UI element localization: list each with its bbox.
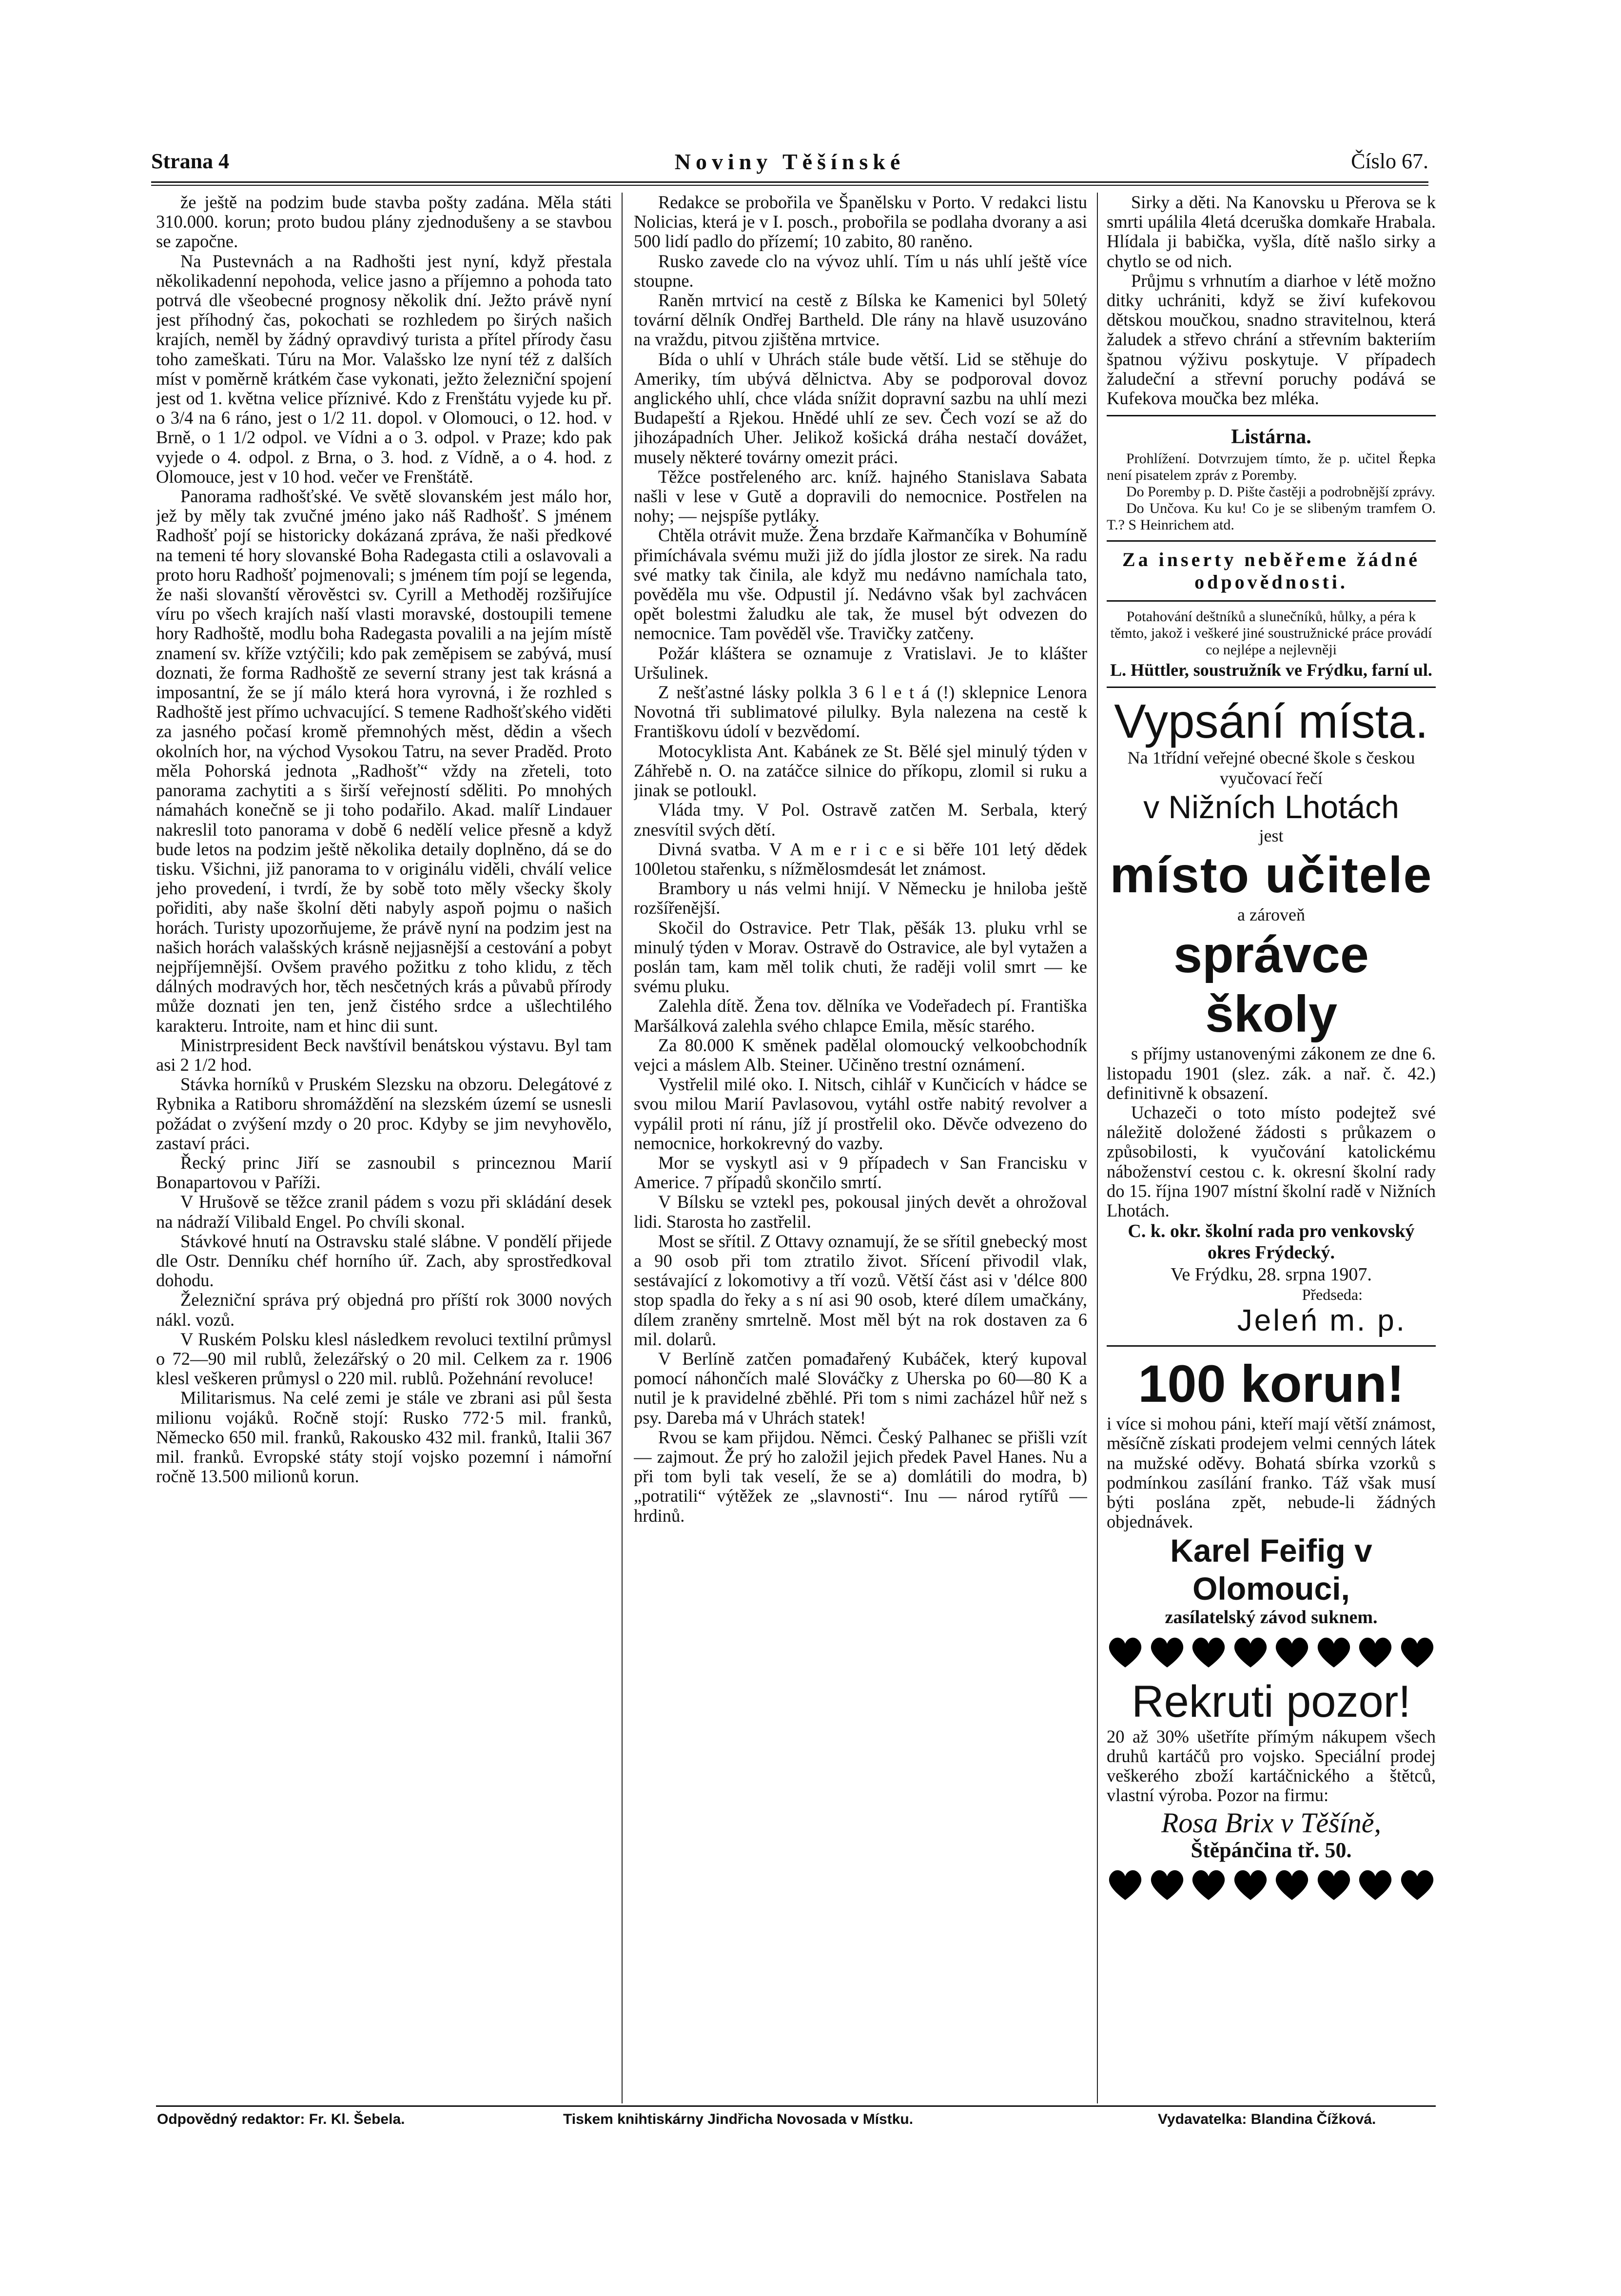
feifig-sub: zasílatelský závod suknem.	[1165, 1607, 1378, 1628]
listarna-items	[1107, 451, 1436, 533]
vypsani-place: v Nižních Lhotách	[1143, 789, 1399, 825]
heart-icon	[1149, 1866, 1186, 1903]
divider	[1107, 415, 1436, 416]
listarna-item: Do Unčova. Ku ku! Co je se slibeným tramfem O. T.? S Heinrichem atd.	[1107, 500, 1436, 533]
vypsani-job: místo učitele	[1110, 847, 1433, 904]
notices	[1107, 193, 1436, 408]
feifig-name: Karel Feifig v Olomouci,	[1170, 1532, 1372, 1607]
article: Skočil do Ostravice. Petr Tlak, pěšák 13. pluku vrhl se minulý týden v Morav. Ostravě do Ostravice, ale byl vytažen a poslán tam, kam měl tolik chuti, že raději volil smrt — ke svému pluku.	[634, 917, 1087, 997]
article: Chtěla otrávit muže. Žena brzdaře Kařmančíka v Bohumíně přimíchávala svému muži již do jídla jlostor ze sirek. Na radu své matky tak činila, ale když mu nedávno namíchala tato, pověděla mu vše. Odpustil jí. Nedávno však byl zachvácen opět bolestmi žaludku ale tak, že musel být odvezen do nemocnice. Tam pověděl vše. Travičky zatčeny.	[634, 525, 1087, 644]
column-divider	[1097, 193, 1098, 2103]
vypsani-org: C. k. okr. školní rada pro venkovský okres Frýdecký.	[1128, 1221, 1415, 1263]
heart-icon	[1232, 1866, 1269, 1903]
hutt-ad-name: L. Hüttler, soustružník ve Frýdku, farní ul.	[1110, 660, 1432, 680]
article: Stávka horníků v Pruském Slezsku na obzoru. Delegátové z Rybnika a Ratiboru shromáždění na slezském území se usnesli požádat o zvýšení mzdy o 20 proc. Kdyby se jim nevyhovělo, zastaví práci.	[156, 1074, 612, 1153]
article: Motocyklista Ant. Kabánek ze St. Bělé sjel minulý týden v Záhřebě n. O. na zatáčce silnice do příkopu, zlomil si ruku a jinak se potloukl.	[634, 741, 1087, 801]
article: Rusko zavede clo na vývoz uhlí. Tím u nás uhlí ještě více stoupne.	[634, 251, 1087, 291]
article: Stávkové hnutí na Ostravsku stalé slábne. V pondělí přijede dle Ostr. Denníku chéf horního úř. Zach, aby sprostředkoval dohodu.	[156, 1231, 612, 1291]
footer-publisher: Vydavatelka: Blandina Čížková.	[1158, 2111, 1376, 2127]
vypsani-paragraph: s příjmy ustanovenými zákonem ze dne 6. listopadu 1901 (slez. zák. a nař. č. 42.) definitivně k obsazení.	[1107, 1043, 1436, 1103]
page-header	[151, 149, 1428, 178]
article: Zalehla dítě. Žena tov. dělníka ve Vodeřadech pí. Františka Maršálková zalehla svého chlapce Emila, měsíc starého.	[634, 996, 1087, 1036]
article: Militarismus. Na celé zemi je stále ve zbrani asi půl šesta milionu vojáků. Ročně stojí: Rusko 772·5 mil. franků, Německo 650 mil. franků, Rakousko 432 mil. franků, Italii 367 mil. franků. Evropské státy stojí vojsko pozemní i námořní ročně 13.500 milionů korun.	[156, 1388, 612, 1487]
heart-icon	[1190, 1633, 1227, 1670]
footer-rule	[156, 2105, 1436, 2107]
article: Ministrpresident Beck navštívil benátskou výstavu. Byl tam asi 2 1/2 hod.	[156, 1035, 612, 1075]
korun-text: i více si mohou páni, kteří mají větší známost, měsíčně získati prodejem velmi cenných látek na mužské oděvy. Bohatá sbírka vzorků s podmínkou zasílání franko. Táž však musí býti poslána zpět, nebude-li žádných objednávek.	[1107, 1413, 1436, 1532]
issue-number: Číslo 67.	[1351, 149, 1428, 173]
heart-border-top	[1107, 1633, 1436, 1673]
article: Raněn mrtvicí na cestě z Bílska ke Kamenici byl 50letý tovární dělník Ondřej Bartheld. Dle rány na hlavě usuzováno na vraždu, pitvou zjištěna mrtvice.	[634, 290, 1087, 350]
heart-icon	[1315, 1633, 1352, 1670]
vypsani-jest: jest	[1259, 826, 1284, 846]
vypsani-date: Ve Frýdku, 28. srpna 1907.	[1171, 1264, 1372, 1285]
rosa-brix-name: Rosa Brix v Těšíně,	[1161, 1806, 1382, 1839]
newspaper-title: Noviny Těšínské	[674, 149, 905, 174]
article: Vystřelil milé oko. I. Nitsch, cihlář v Kunčicích v hádce se svou milou Marií Pavlasovou, vytáhl ostře nabitý revolver a vypálil proti ní ránu, jíž jí prostřelil oko. Děvče odvezeno do nemocnice, horkokrevný do vazby.	[634, 1074, 1087, 1153]
article: Most se sřítil. Z Ottavy oznamují, že se sřítil gnebecký most a 90 osob při tom ztratilo život. Sřícení přivodil vlak, sestávající z lokomotivy a tří vozů. Větší část asi v 'délce 800 stop spadla do řeky a s ní asi 90 osob, které dílem umačkány, dílem zraněny smrtelně. Most měl být na rok dostaven za 6 mil. dolarů.	[634, 1231, 1087, 1349]
vypsani-job-2: správce školy	[1173, 926, 1369, 1043]
heart-icon	[1357, 1866, 1394, 1903]
heart-icon	[1149, 1633, 1186, 1670]
article: Z nešťastné lásky polkla 3 6 l e t á (!) sklepnice Lenora Novotná tři sublimatové pilulky. Byla nalezena na cestě k Františkovu údolí v bezvědomí.	[634, 682, 1087, 742]
korun-title: 100 korun!	[1138, 1354, 1405, 1413]
header-rule	[151, 181, 1428, 186]
listarna-item: Do Poremby p. D. Pište častěji a podrobnější zprávy.	[1126, 484, 1435, 500]
article: Řecký princ Jiří se zasnoubil s princeznou Marií Bonapartovou v Paříži.	[156, 1152, 612, 1193]
article: Průjmu s vrhnutím a diarhoe v létě možno ditky uchrániti, když se živí kufekovou dětskou moučkou, snadno stravitelnou, která žaludek a střevo chrání a střevním bakteriím špatnou výživu poskytuje. V případech žaludeční a střevní poruchy podává se Kufekova moučka bez mléka.	[1107, 270, 1436, 409]
article: Panorama radhošťské. Ve světě slovanském jest málo hor, jež by měly tak zvučné jméno jako náš Radhošť. S jménem Radhošť pojí se historicky dokázaná zpráva, že naši předkové na temeni té hory slovanské Boha Radegasta ctili a oslavovali a proto horu Radhošť pojmenovali; s jménem tím pojí se legenda, že naši slovanští věrověstci sv. Cyrill a Methoděj rozšiřujíce víru po všech krajích naší vlasti moravské, dostoupili temene hory Radhoště, modlu boha Radegasta povalili a na jejím místě znamení sv. kříže vztýčili; kdo pak zeměpisem se zabývá, musí doznati, že forma Radhoště ze severní strany jest tak krásná a imposantní, že se jí málo která hora vyrovná, i že rozhled s Radhoště jest přímo uchvacující. S temene Radhošťského viděti za jasného počasí kromě přemnohých měst, dědin a všech okolních hor, na východ Vysokou Tatru, na sever Praděd. Proto měla Pohorská jednota „Radhošť“ vždy na zřeteli, toto panorama zachytiti a s širší veřejností sděliti. Po mnohých námahách konečně se ji toho podařilo. Akad. malíř Lindauer nakreslil toto panorama v době 6 nedělí velice přesně a když bude letos na podzim ještě několika detaily doplněno, dá se do tisku. Všichni, již panorama to v originálu viděli, chválí velice jeho provedení, i tvrdí, že by sobě toto měly všecky školy pořiditi, aby naše školní děti nabyly aspoň pojmu o našich horách. Turisty upozorňujeme, že právě nyní na podzim jest na našich horách valašských krásně nejjasnější a cestování a pobyt nejpříjemnější. Ovšem pravého požitku z toho klidu, z těch dálných modravých hor, těch nesčetných krás a půvabů přírody může doznati jen ten, jenž čistého srdce a ušlechtilého karakteru. Introite, nam et hinc dii sunt.	[156, 486, 612, 1036]
heart-icon	[1273, 1633, 1310, 1670]
vypsani-line: Na 1třídní veřejné obecné škole s českou vyučovací řečí	[1127, 748, 1415, 788]
vypsani-body	[1107, 1044, 1436, 1220]
vypsani-zaroven: a zároveň	[1237, 905, 1305, 925]
article: Sirky a děti. Na Kanovsku u Přerova se k smrti upálila 4letá dceruška domkaře Hrabala. Hlídala ji babička, vyšla, dítě našlo sirky a chytlo se od nich.	[1107, 193, 1436, 271]
article: Brambory u nás velmi hnijí. V Německu je hniloba ještě rozšířenější.	[634, 878, 1087, 918]
article: že ještě na podzim bude stavba pošty zadána. Měla státi 310.000. korun; proto budou plány zjednodušeny a se stavbou se započne.	[156, 193, 612, 252]
article: Redakce se probořila ve Španělsku v Porto. V redakci listu Nolicias, která je v I. posch., probořila se podlaha dvorany a asi 500 lidí padlo do přízemí; 10 zabito, 80 raněno.	[634, 193, 1087, 252]
heart-icon	[1399, 1866, 1436, 1903]
heart-icon	[1190, 1866, 1227, 1903]
heart-icon	[1232, 1633, 1269, 1670]
column-3	[1107, 193, 1436, 2111]
article: Požár kláštera se oznamuje z Vratislavi. Je to klášter Uršulinek.	[634, 643, 1087, 683]
rosa-brix-address: Štěpánčina tř. 50.	[1191, 1838, 1352, 1862]
divider	[1107, 540, 1436, 542]
vypsani-paragraph: Uchazeči o toto místo podejtež své náležitě doložené žádosti s průkazem o způsobilosti, k vyučování katolickému náboženství cestou c. k. okresní školní rady do 15. října 1907 místní školní radě v Nižních Lhotách.	[1107, 1102, 1436, 1221]
heart-icon	[1399, 1633, 1436, 1670]
column-divider	[622, 193, 623, 2103]
column-1	[156, 193, 612, 2111]
article: Divná svatba. V A m e r i c e si běře 101 letý dědek 100letou stařenku, s nížmělosmdesát let známost.	[634, 839, 1087, 879]
vypsani-title: Vypsání místa.	[1114, 694, 1428, 748]
page-number: Strana 4	[151, 149, 230, 173]
divider	[1107, 1345, 1436, 1347]
column-2	[634, 193, 1087, 2111]
article: V Ruském Polsku klesl následkem revoluci textilní průmysl o 72—90 mil rublů, železářský o 20 mil. Celkem za r. 1906 klesl veškeren průmysl o 220 mil. rublů. Požehnání revoluce!	[156, 1329, 612, 1389]
listarna-item: Prohlížení. Dotvrzujem tímto, že p. učitel Řepka není pisatelem zpráv z Poremby.	[1107, 451, 1436, 484]
heart-icon	[1273, 1866, 1310, 1903]
article: V Bílsku se vztekl pes, pokousal jiných devět a ohrožoval lidi. Starosta ho zastřelil.	[634, 1192, 1087, 1232]
article: Železniční správa prý objedná pro příští rok 3000 nových nákl. vozů.	[156, 1290, 612, 1330]
hutt-ad-text: Potahování deštníků a slunečníků, hůlky, a péra k těmto, jakož i veškeré jiné soustružnické práce provádí co nejlépe a nejlevněji	[1110, 608, 1432, 658]
article: Těžce postřeleného arc. kníž. hajného Stanislava Sabata našli v lese v Gutě a dopravili do nemocnice. Postřelen na nohy; — nejspíše pytláky.	[634, 466, 1087, 526]
inserty-notice: Za inserty neběřeme žádné odpovědnosti.	[1122, 549, 1420, 593]
article: V Hrušově se těžce zranil pádem s vozu při skládání desek na nádraží Vilibald Engel. Po chvíli skonal.	[156, 1192, 612, 1232]
listarna-title: Listárna.	[1231, 426, 1311, 449]
heart-icon	[1357, 1633, 1394, 1670]
article: Mor se vyskytl asi v 9 případech v San Francisku v Americe. 7 případů skončilo smrtí.	[634, 1152, 1087, 1193]
divider	[1107, 600, 1436, 602]
vypsani-signature: Jeleń m. p.	[1237, 1304, 1406, 1338]
footer-printer: Tiskem knihtiskárny Jindřicha Novosada v Místku.	[563, 2111, 914, 2127]
article: Na Pustevnách a na Radhošti jest nyní, když přestala několikadenní nepohoda, velice jasno a příjemno a pohoda tato potrvá dle všeobecné prognosy několik dní. Ježto právě nyní jest příhodný čas, pokochati se rozhledem po širých našich krajích, neměl by žádný opravdivý turista a přítel přírody času toho zameškati. Túru na Mor. Valašsko lze nyní též z dalších míst v poměrně krátkém čase vykonati, ježto železniční spojení jest od 1. května velice příznivé. Kdo z Frenštátu vyjede ku př. o 3/4 na 6 ráno, jest o 1/2 11. dopol. v Olomouci, o 12. hod. v Brně, o 1 1/2 odpol. ve Vídni a o 3. odpol. v Praze; kdo pak vyjede o 4. odpol. z Brna, o 3. hod. z Vídně, a o 4. hod. z Olomouce, jest v 10 hod. večer ve Frenštátě.	[156, 251, 612, 487]
article: Rvou se kam přijdou. Němci. Český Palhanec se přišli vzít — zajmout. Že prý ho založil jejich předek Pavel Hanes. Nu a při tom byli tak veselí, že se a) domlátili do modra, b) „potratili“ výtěžek ze „slavnosti“. Inu — národ rytířů — hrdinů.	[634, 1427, 1087, 1526]
article: V Berlíně zatčen pomađařený Kubáček, který kupoval pomocí náhončích malé Slováčky z Uherska po 60—80 K a nutil je k pravidelné zběhlé. Při tom s nimi zacházel hůř než s psy. Dareba má v Uhrách statek!	[634, 1348, 1087, 1428]
heart-border-bottom	[1107, 1866, 1436, 1906]
divider	[1107, 687, 1436, 688]
article: Bída o uhlí v Uhrách stále bude větší. Lid se stěhuje do Ameriky, tím ubývá dělnictva. Aby se podporoval dovoz anglického uhlí, chce vláda snížit dopravní sazbu na uhlí mezi Budapeští a Rjekou. Hnědé uhlí ze sev. Čech vozí se až do jihozápadních Uher. Jelikož košická dráha nestačí dovážet, musely některé továrny omezit práci.	[634, 349, 1087, 467]
rekruti-title: Rekruti pozor!	[1132, 1676, 1411, 1727]
heart-icon	[1315, 1866, 1352, 1903]
vypsani-role: Předseda:	[1302, 1286, 1363, 1304]
article: Za 80.000 K směnek padělal olomoucký velkoobchodník vejci a máslem Alb. Steiner. Učiněno trestní oznámení.	[634, 1035, 1087, 1075]
rekruti-text: 20 až 30% ušetříte přímým nákupem všech druhů kartáčů pro vojsko. Speciální prodej veškerého zboží kartáčnického a štětců, vlastní výroba. Pozor na firmu:	[1107, 1726, 1436, 1805]
footer-editor: Odpovědný redaktor: Fr. Kl. Šebela.	[157, 2111, 405, 2127]
heart-icon	[1107, 1866, 1144, 1903]
article: Vláda tmy. V Pol. Ostravě zatčen M. Serbala, který znesvítil svých dětí.	[634, 800, 1087, 840]
heart-icon	[1107, 1633, 1144, 1670]
